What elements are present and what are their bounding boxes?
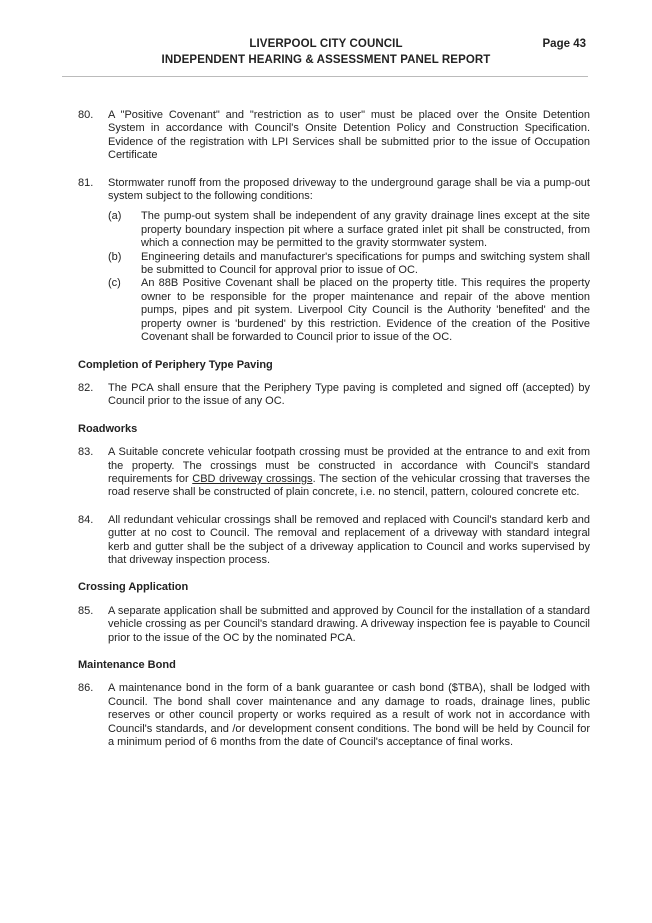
sub-item-label: (c) xyxy=(108,277,121,290)
condition-84 xyxy=(78,514,590,568)
condition-number: 83. xyxy=(78,446,94,459)
section-heading-crossing: Crossing Application xyxy=(78,581,189,594)
condition-number: 82. xyxy=(78,381,94,394)
section-heading-bond: Maintenance Bond xyxy=(78,659,176,671)
condition-82 xyxy=(78,382,590,409)
condition-text-part: . The section of the vehicular crossing that traverses the road reserve shall be constructed of plain concrete, i.e. no stencil, pattern, coloured concrete etc. xyxy=(108,472,590,499)
page-number: Page 43 xyxy=(542,38,586,50)
condition-80 xyxy=(78,109,590,163)
condition-text: A maintenance bond in the form of a bank guarantee or cash bond ($TBA), shall be lodged with Council. The bond shall cover maintenance and any damage to roads, drainage lines, public reserves or other council property or works required as a result of work not in accordance with Council's standards, and /or development consent conditions. The bond will be held by Council for a minimum period of 6 months from the date of Council's acceptance of final works. xyxy=(108,682,590,749)
sub-item-text: The pump-out system shall be independent of any gravity drainage lines except at the site property boundary inspection pit where a surface grated inlet pit shall be constructed, from which a connection may be permitted to the gravity stormwater system. xyxy=(141,210,590,250)
header-rule xyxy=(62,76,588,77)
condition-number: 86. xyxy=(78,682,94,695)
condition-81 xyxy=(78,177,590,204)
sub-item-c xyxy=(78,277,590,344)
condition-number: 85. xyxy=(78,604,94,617)
condition-text: All redundant vehicular crossings shall be removed and replaced with Council's standard kerb and gutter at no cost to Council. The removal and replacement of a driveway with standard integral kerb and gutter shall be the subject of a driveway application to Council and works supervised by that driveway inspection process. xyxy=(108,513,590,566)
condition-85 xyxy=(78,605,590,645)
condition-text-part: A Suitable concrete vehicular footpath crossing must be provided at the entrance to and exit from the property. The crossings must be constructed in accordance with Council's standard requirements for xyxy=(108,446,590,485)
condition-number: 84. xyxy=(78,513,94,526)
condition-text: Stormwater runoff from the proposed driveway to the underground garage shall be via a pump-out system subject to the following conditions: xyxy=(108,176,590,203)
sub-item-b xyxy=(78,251,590,278)
sub-item-text: Engineering details and manufacturer's specifications for pumps and switching system shall be submitted to Council for approval prior to issue of OC. xyxy=(141,250,590,277)
condition-86 xyxy=(78,682,590,749)
header-council-name: LIVERPOOL CITY COUNCIL xyxy=(249,38,403,50)
condition-text: A "Positive Covenant" and "restriction as to user" must be placed over the Onsite Detention System in accordance with Council's Onsite Detention Policy and Construction Specification. Evidence of the registration with LPI Services shall be submitted prior to the issue of Occupation Certificate xyxy=(108,109,590,162)
condition-number: 80. xyxy=(78,109,94,121)
cbd-driveway-crossings-link[interactable]: CBD driveway crossings xyxy=(192,472,313,485)
page-header xyxy=(0,38,652,68)
header-report-title: INDEPENDENT HEARING & ASSESSMENT PANEL REPORT xyxy=(161,54,491,66)
sub-item-label: (a) xyxy=(108,210,122,223)
sub-item-a xyxy=(78,210,590,250)
document-body xyxy=(78,109,590,749)
condition-number: 81. xyxy=(78,176,94,189)
section-heading-paving: Completion of Periphery Type Paving xyxy=(78,358,273,371)
section-heading-roadworks: Roadworks xyxy=(78,422,138,435)
condition-83 xyxy=(78,446,590,500)
condition-text: A separate application shall be submitted and approved by Council for the installation of a standard vehicle crossing as per Council's standard drawing. A driveway inspection fee is payable to Council prior to the issue of the OC by the nominated PCA. xyxy=(108,604,590,644)
sub-item-text: An 88B Positive Covenant shall be placed on the property title. This requires the property owner to be responsible for the proper maintenance and repair of the above mention pumps, pipes and pit system. Liverpool City Council is the Authority 'benefited' and the property owner is 'burdened' by this restriction. Evidence of the creation of the Positive Covenant shall be forwarded to Council prior to issue of the OC. xyxy=(141,277,590,344)
condition-text: The PCA shall ensure that the Periphery Type paving is completed and signed off (accepted) by Council prior to the issue of any OC. xyxy=(108,381,590,408)
sub-item-label: (b) xyxy=(108,250,122,263)
